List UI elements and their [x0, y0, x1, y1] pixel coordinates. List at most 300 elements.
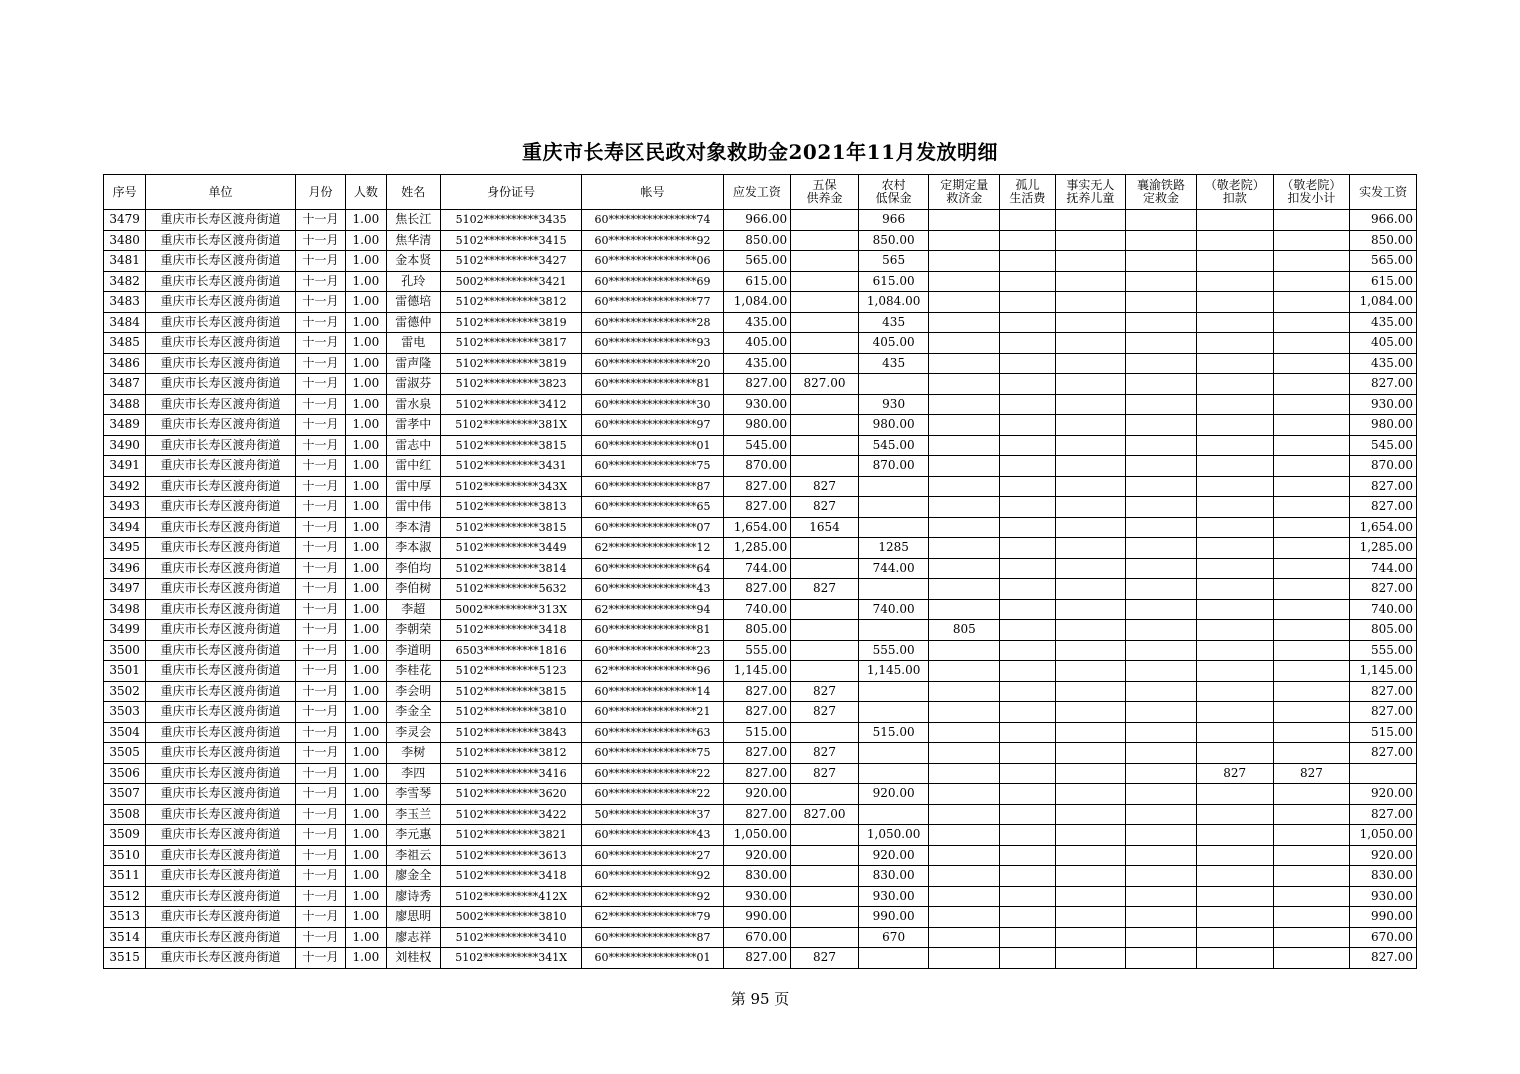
table-cell: 5102**********3613 [441, 845, 582, 866]
column-header-text: 身份证号 [487, 184, 536, 199]
table-cell: 十一月 [295, 292, 345, 313]
table-cell: 1.00 [346, 763, 386, 784]
table-cell: 孔玲 [386, 271, 440, 292]
table-cell: 5102**********3817 [441, 333, 582, 354]
table-cell [1055, 415, 1126, 436]
page-number: 第 95 页 [730, 990, 790, 1008]
table-cell [858, 620, 929, 641]
table-cell: 920.00 [723, 784, 791, 805]
table-cell: 990.00 [1350, 907, 1417, 928]
table-cell: 405.00 [1350, 333, 1417, 354]
table-cell: 435.00 [1350, 353, 1417, 374]
table-cell [929, 292, 1000, 313]
column-header-text: 月份 [308, 184, 333, 199]
table-cell: 1285 [858, 538, 929, 559]
table-cell [929, 702, 1000, 723]
table-cell: 十一月 [295, 640, 345, 661]
table-cell [1196, 620, 1273, 641]
table-cell [791, 394, 859, 415]
table-cell: 966.00 [1350, 210, 1417, 231]
table-cell: 1.00 [346, 415, 386, 436]
table-cell [1196, 251, 1273, 272]
table-cell: 3500 [104, 640, 146, 661]
table-cell: 966.00 [723, 210, 791, 231]
table-cell [1055, 804, 1126, 825]
table-cell: 5102**********3427 [441, 251, 582, 272]
table-cell [1055, 312, 1126, 333]
table-cell [1055, 435, 1126, 456]
table-cell: 1,050.00 [723, 825, 791, 846]
table-cell: 60****************20 [582, 353, 723, 374]
column-header [1273, 175, 1350, 210]
table-cell: 3486 [104, 353, 146, 374]
table-cell [1196, 312, 1273, 333]
table-cell: 5102**********381X [441, 415, 582, 436]
table-cell: 60****************75 [582, 743, 723, 764]
table-cell [791, 312, 859, 333]
table-cell: 60****************30 [582, 394, 723, 415]
table-cell: 廖诗秀 [386, 886, 440, 907]
table-cell [1126, 599, 1197, 620]
table-cell [929, 517, 1000, 538]
table-cell: 435 [858, 312, 929, 333]
table-cell: 1.00 [346, 722, 386, 743]
table-cell [1055, 661, 1126, 682]
table-cell [791, 784, 859, 805]
table-cell: 990.00 [858, 907, 929, 928]
table-cell [1126, 907, 1197, 928]
table-cell: 827 [791, 743, 859, 764]
table-cell: 十一月 [295, 702, 345, 723]
table-cell [1126, 743, 1197, 764]
table-cell [791, 886, 859, 907]
table-cell: 李伯均 [386, 558, 440, 579]
table-cell: 重庆市长寿区渡舟街道 [146, 353, 295, 374]
table-cell [1055, 579, 1126, 600]
table-cell: 重庆市长寿区渡舟街道 [146, 599, 295, 620]
table-cell [1000, 476, 1056, 497]
table-row [104, 722, 1417, 743]
column-header-text: 五保 [812, 178, 837, 192]
table-cell: 重庆市长寿区渡舟街道 [146, 743, 295, 764]
table-body [104, 210, 1417, 969]
table-cell: 827.00 [723, 804, 791, 825]
table-cell: 3514 [104, 927, 146, 948]
table-row [104, 743, 1417, 764]
table-cell: 830.00 [1350, 866, 1417, 887]
table-cell [1273, 558, 1350, 579]
table-cell: 十一月 [295, 435, 345, 456]
table-cell [1126, 804, 1197, 825]
table-cell: 李灵会 [386, 722, 440, 743]
table-cell [1055, 251, 1126, 272]
table-cell: 重庆市长寿区渡舟街道 [146, 661, 295, 682]
table-cell: 60****************01 [582, 435, 723, 456]
table-cell: 1,084.00 [1350, 292, 1417, 313]
table-cell: 重庆市长寿区渡舟街道 [146, 456, 295, 477]
table-cell [929, 271, 1000, 292]
table-cell: 1,145.00 [723, 661, 791, 682]
table-cell: 1.00 [346, 948, 386, 969]
table-cell: 805 [929, 620, 1000, 641]
table-cell: 827 [791, 681, 859, 702]
column-header-text: 人数 [353, 184, 378, 199]
table-cell [1055, 517, 1126, 538]
table-cell: 60****************22 [582, 784, 723, 805]
table-cell: 545.00 [723, 435, 791, 456]
table-cell [1126, 456, 1197, 477]
table-row [104, 681, 1417, 702]
table-cell [929, 435, 1000, 456]
table-cell: 重庆市长寿区渡舟街道 [146, 640, 295, 661]
table-cell: 3491 [104, 456, 146, 477]
table-cell: 1.00 [346, 312, 386, 333]
table-cell [1196, 743, 1273, 764]
table-cell [791, 210, 859, 231]
table-cell [1126, 948, 1197, 969]
table-cell: 十一月 [295, 538, 345, 559]
table-cell [1196, 845, 1273, 866]
table-cell: 5102**********3815 [441, 681, 582, 702]
table-cell: 405.00 [858, 333, 929, 354]
table-cell: 920.00 [858, 784, 929, 805]
table-cell [929, 866, 1000, 887]
table-cell [1000, 271, 1056, 292]
table-cell [929, 825, 1000, 846]
table-cell: 十一月 [295, 784, 345, 805]
table-cell: 1.00 [346, 661, 386, 682]
table-cell: 雷志中 [386, 435, 440, 456]
table-cell [791, 845, 859, 866]
table-cell: 3485 [104, 333, 146, 354]
table-row [104, 948, 1417, 969]
table-cell [1126, 476, 1197, 497]
table-cell [1273, 456, 1350, 477]
table-cell: 5002**********3421 [441, 271, 582, 292]
table-cell: 李伯树 [386, 579, 440, 600]
table-cell: 545.00 [858, 435, 929, 456]
table-cell: 60****************43 [582, 825, 723, 846]
column-header [723, 175, 791, 210]
table-cell: 827 [791, 763, 859, 784]
table-cell [1000, 907, 1056, 928]
table-cell: 十一月 [295, 599, 345, 620]
table-cell: 3506 [104, 763, 146, 784]
table-cell: 十一月 [295, 394, 345, 415]
table-cell [1273, 702, 1350, 723]
table-cell: 刘桂权 [386, 948, 440, 969]
table-cell: 重庆市长寿区渡舟街道 [146, 579, 295, 600]
table-cell: 62****************96 [582, 661, 723, 682]
table-cell: 5102**********3812 [441, 292, 582, 313]
table-row [104, 353, 1417, 374]
table-cell [1055, 394, 1126, 415]
table-cell: 670.00 [723, 927, 791, 948]
table-cell [1126, 845, 1197, 866]
table-cell: 615.00 [858, 271, 929, 292]
table-cell: 60****************74 [582, 210, 723, 231]
table-cell: 6503**********1816 [441, 640, 582, 661]
table-cell: 十一月 [295, 825, 345, 846]
table-cell [1055, 476, 1126, 497]
table-cell: 重庆市长寿区渡舟街道 [146, 763, 295, 784]
table-cell: 十一月 [295, 845, 345, 866]
table-cell: 十一月 [295, 763, 345, 784]
table-cell: 5102**********3812 [441, 743, 582, 764]
table-cell: 60****************77 [582, 292, 723, 313]
table-cell: 焦长江 [386, 210, 440, 231]
table-row [104, 251, 1417, 272]
table-cell [929, 538, 1000, 559]
table-cell [1000, 579, 1056, 600]
table-cell: 十一月 [295, 886, 345, 907]
table-cell: 十一月 [295, 230, 345, 251]
table-cell: 十一月 [295, 456, 345, 477]
table-cell: 李本淑 [386, 538, 440, 559]
table-cell: 5102**********3814 [441, 558, 582, 579]
table-cell: 李超 [386, 599, 440, 620]
table-cell [858, 763, 929, 784]
table-cell: 十一月 [295, 927, 345, 948]
table-cell: 1.00 [346, 640, 386, 661]
table-cell [1000, 312, 1056, 333]
table-cell: 重庆市长寿区渡舟街道 [146, 784, 295, 805]
table-row [104, 476, 1417, 497]
table-cell [1055, 333, 1126, 354]
column-header-text: 孤儿 [1015, 178, 1040, 192]
table-cell [1055, 866, 1126, 887]
table-cell: 62****************79 [582, 907, 723, 928]
table-cell: 雷中厚 [386, 476, 440, 497]
table-cell: 1.00 [346, 784, 386, 805]
table-cell: 1.00 [346, 456, 386, 477]
table-cell: 3515 [104, 948, 146, 969]
column-header-text: 救济金 [946, 191, 983, 205]
table-cell [1126, 640, 1197, 661]
column-header-text: 帐号 [640, 184, 665, 199]
table-cell: 827.00 [1350, 497, 1417, 518]
table-cell: 雷德培 [386, 292, 440, 313]
table-cell: 雷电 [386, 333, 440, 354]
table-cell [929, 661, 1000, 682]
table-cell [1000, 333, 1056, 354]
table-cell: 雷德仲 [386, 312, 440, 333]
table-cell [1055, 599, 1126, 620]
table-cell [1273, 927, 1350, 948]
table-cell [1273, 907, 1350, 928]
table-cell [929, 312, 1000, 333]
table-cell: 827.00 [1350, 579, 1417, 600]
table-cell: 830.00 [723, 866, 791, 887]
table-cell: 1.00 [346, 804, 386, 825]
table-cell [1055, 558, 1126, 579]
table-cell [929, 599, 1000, 620]
table-cell [1055, 456, 1126, 477]
table-cell: 827 [791, 948, 859, 969]
column-header-text: 单位 [208, 184, 233, 199]
table-cell [791, 292, 859, 313]
table-cell: 5102**********3819 [441, 353, 582, 374]
table-cell [1055, 620, 1126, 641]
table-cell: 827.00 [1350, 374, 1417, 395]
table-cell: 920.00 [723, 845, 791, 866]
table-cell: 重庆市长寿区渡舟街道 [146, 804, 295, 825]
table-cell [791, 722, 859, 743]
table-cell [1000, 394, 1056, 415]
table-cell [1000, 825, 1056, 846]
table-cell: 5102**********3819 [441, 312, 582, 333]
table-cell: 5102**********3415 [441, 230, 582, 251]
table-cell [1196, 927, 1273, 948]
table-cell [929, 394, 1000, 415]
table-cell: 565.00 [1350, 251, 1417, 272]
table-row [104, 866, 1417, 887]
table-cell [1126, 927, 1197, 948]
table-cell: 850.00 [1350, 230, 1417, 251]
table-cell: 1.00 [346, 845, 386, 866]
table-cell: 李会明 [386, 681, 440, 702]
table-cell [1126, 866, 1197, 887]
table-cell [1196, 866, 1273, 887]
table-row [104, 825, 1417, 846]
table-cell [1055, 538, 1126, 559]
table-cell [1126, 230, 1197, 251]
table-cell [1000, 251, 1056, 272]
table-cell [1273, 804, 1350, 825]
table-cell [1055, 374, 1126, 395]
table-cell [1196, 271, 1273, 292]
table-cell: 62****************94 [582, 599, 723, 620]
table-cell [1273, 312, 1350, 333]
table-cell: 十一月 [295, 374, 345, 395]
table-cell: 李祖云 [386, 845, 440, 866]
table-cell [791, 415, 859, 436]
table-cell [791, 230, 859, 251]
table-cell: 555.00 [858, 640, 929, 661]
table-cell: 670.00 [1350, 927, 1417, 948]
table-cell: 515.00 [723, 722, 791, 743]
table-cell: 615.00 [1350, 271, 1417, 292]
table-cell: 435.00 [723, 312, 791, 333]
table-cell [791, 558, 859, 579]
table-cell: 62****************92 [582, 886, 723, 907]
table-cell: 930.00 [1350, 886, 1417, 907]
table-cell [1126, 210, 1197, 231]
table-cell: 1,285.00 [1350, 538, 1417, 559]
table-cell: 廖志祥 [386, 927, 440, 948]
table-cell [1000, 743, 1056, 764]
table-cell: 5102**********5123 [441, 661, 582, 682]
table-cell [1273, 476, 1350, 497]
table-cell: 1.00 [346, 476, 386, 497]
table-cell [1196, 599, 1273, 620]
table-cell: 3510 [104, 845, 146, 866]
table-cell: 60****************81 [582, 374, 723, 395]
table-cell [929, 415, 1000, 436]
table-cell: 十一月 [295, 681, 345, 702]
table-cell: 1.00 [346, 353, 386, 374]
table-cell: 5102**********3431 [441, 456, 582, 477]
table-cell: 827.00 [723, 374, 791, 395]
table-cell [1126, 435, 1197, 456]
table-cell [1055, 292, 1126, 313]
table-cell [929, 353, 1000, 374]
table-cell: 重庆市长寿区渡舟街道 [146, 292, 295, 313]
table-cell [1000, 845, 1056, 866]
table-cell [1273, 333, 1350, 354]
column-header [146, 175, 295, 210]
table-cell: 1.00 [346, 292, 386, 313]
table-cell [791, 251, 859, 272]
table-cell [1196, 886, 1273, 907]
table-cell [929, 456, 1000, 477]
table-row [104, 374, 1417, 395]
table-cell [1273, 948, 1350, 969]
table-row [104, 763, 1417, 784]
table-cell: 3513 [104, 907, 146, 928]
table-row [104, 292, 1417, 313]
table-cell: 740.00 [858, 599, 929, 620]
table-cell [1196, 661, 1273, 682]
table-cell: 5102**********3815 [441, 435, 582, 456]
table-cell: 980.00 [1350, 415, 1417, 436]
table-cell: 60****************97 [582, 415, 723, 436]
table-cell: 5102**********3843 [441, 722, 582, 743]
column-header [1126, 175, 1197, 210]
table-cell [791, 538, 859, 559]
table-cell: 60****************81 [582, 620, 723, 641]
table-cell [1196, 538, 1273, 559]
column-header-text: 事实无人 [1066, 178, 1115, 192]
table-cell [929, 804, 1000, 825]
table-cell [1196, 497, 1273, 518]
table-cell [1273, 271, 1350, 292]
table-cell [1055, 784, 1126, 805]
table-cell [1000, 702, 1056, 723]
table-cell: 1654 [791, 517, 859, 538]
table-cell: 405.00 [723, 333, 791, 354]
table-cell [1196, 353, 1273, 374]
table-cell [1273, 435, 1350, 456]
table-cell [1000, 415, 1056, 436]
column-header [1055, 175, 1126, 210]
table-cell: 966 [858, 210, 929, 231]
table-cell: 1.00 [346, 681, 386, 702]
page-title: 重庆市长寿区民政对象救助金2021年11月发放明细 [522, 140, 998, 164]
table-cell: 1.00 [346, 620, 386, 641]
table-cell: 3503 [104, 702, 146, 723]
table-row [104, 271, 1417, 292]
table-cell [1055, 948, 1126, 969]
table-cell: 1.00 [346, 517, 386, 538]
table-cell: 827.00 [723, 579, 791, 600]
table-cell: 60****************07 [582, 517, 723, 538]
table-cell [1000, 292, 1056, 313]
table-cell [791, 333, 859, 354]
table-cell [1196, 415, 1273, 436]
column-header [1000, 175, 1056, 210]
table-cell: 3489 [104, 415, 146, 436]
table-cell [1196, 558, 1273, 579]
table-cell [929, 722, 1000, 743]
table-cell [1273, 886, 1350, 907]
table-cell: 雷中伟 [386, 497, 440, 518]
table-cell [858, 681, 929, 702]
table-cell: 555.00 [723, 640, 791, 661]
table-cell [1126, 558, 1197, 579]
table-header-row [104, 175, 1417, 210]
table-cell: 5102**********5632 [441, 579, 582, 600]
